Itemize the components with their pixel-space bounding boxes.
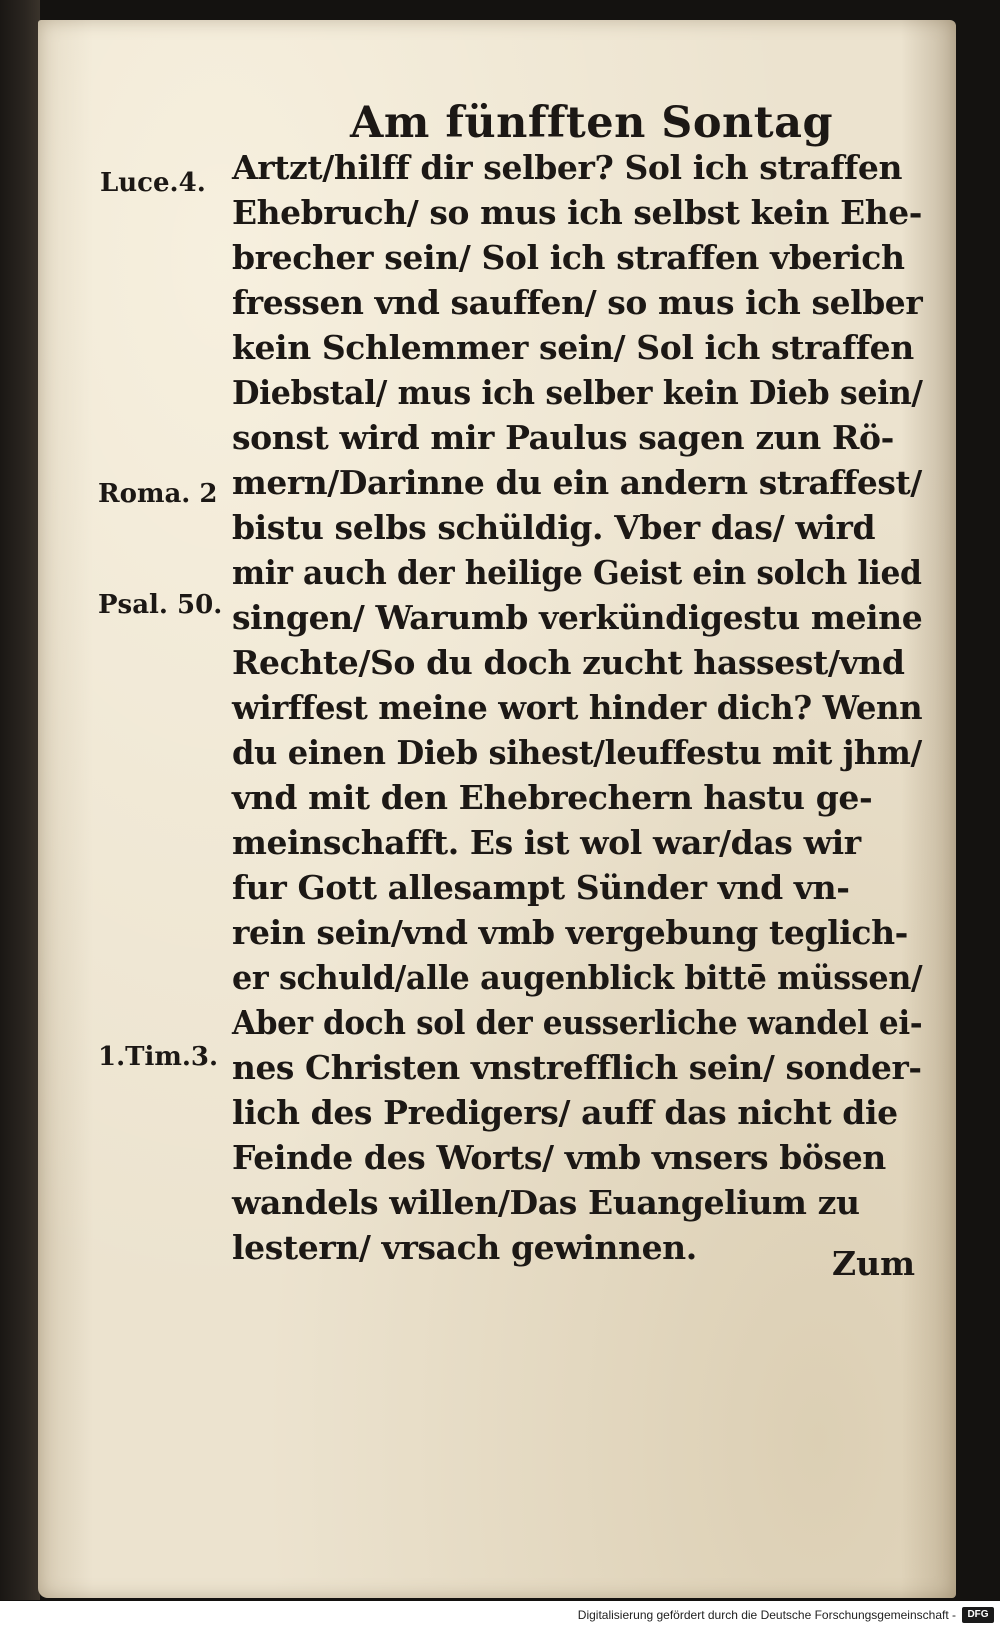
text-line: meinschafft. Es ist wol war/das wir	[232, 823, 861, 862]
margin-note-psalm: Psal. 50.	[98, 590, 223, 620]
text-line: wandels willen/Das Euangelium zu	[232, 1183, 860, 1222]
margin-note-luke: Luce.4.	[100, 168, 206, 198]
text-line: lich des Predigers/ auff das nicht die	[232, 1093, 898, 1132]
text-line: rein sein/vnd vmb vergebung teglich-	[232, 913, 908, 952]
funding-credit: Digitalisierung gefördert durch die Deutsche Forschungsgemeinschaft -	[577, 1608, 956, 1622]
margin-note-romans: Roma. 2	[98, 479, 218, 509]
text-line: Artzt/hilff dir selber? Sol ich straffen	[232, 148, 903, 187]
text-line: mir auch der heilige Geist ein solch lied	[232, 553, 922, 592]
text-line: kein Schlemmer sein/ Sol ich straffen	[232, 328, 914, 367]
book-edge	[0, 0, 40, 1600]
text-line: Feinde des Worts/ vmb vnsers bösen	[232, 1138, 886, 1177]
text-line: Aber doch sol der eusserliche wandel ei-	[232, 1003, 923, 1042]
text-line: vnd mit den Ehebrechern hastu ge-	[232, 778, 873, 817]
text-line: fur Gott allesampt Sünder vnd vn-	[232, 868, 850, 907]
text-line: Diebstal/ mus ich selber kein Dieb sein/	[232, 373, 923, 412]
footer-bar	[0, 1601, 1000, 1627]
text-line: er schuld/alle augenblick bittē müssen/	[232, 958, 923, 997]
text-line: Ehebruch/ so mus ich selbst kein Ehe-	[232, 193, 923, 232]
text-line: lestern/ vrsach gewinnen.	[232, 1228, 697, 1267]
text-line: fressen vnd sauffen/ so mus ich selber	[232, 283, 923, 322]
text-line: Rechte/So du doch zucht hassest/vnd	[232, 643, 905, 682]
text-line: nes Christen vnstrefflich sein/ sonder-	[232, 1048, 922, 1087]
catchword: Zum	[832, 1244, 915, 1283]
text-line: wirffest meine wort hinder dich? Wenn	[232, 688, 923, 727]
text-line: singen/ Warumb verkündigestu meine	[232, 598, 923, 637]
dfg-logo-icon: DFG	[962, 1607, 994, 1623]
text-line: du einen Dieb sihest/leuffestu mit jhm/	[232, 733, 922, 772]
text-line: mern/Darinne du ein andern straffest/	[232, 463, 922, 502]
running-head: Am fünfften Sontag	[350, 98, 834, 148]
margin-note-timothy: 1.Tim.3.	[98, 1042, 219, 1072]
text-line: brecher sein/ Sol ich straffen vberich	[232, 238, 905, 277]
text-line: sonst wird mir Paulus sagen zun Rö-	[232, 418, 894, 457]
text-line: bistu selbs schüldig. Vber das/ wird	[232, 508, 876, 547]
